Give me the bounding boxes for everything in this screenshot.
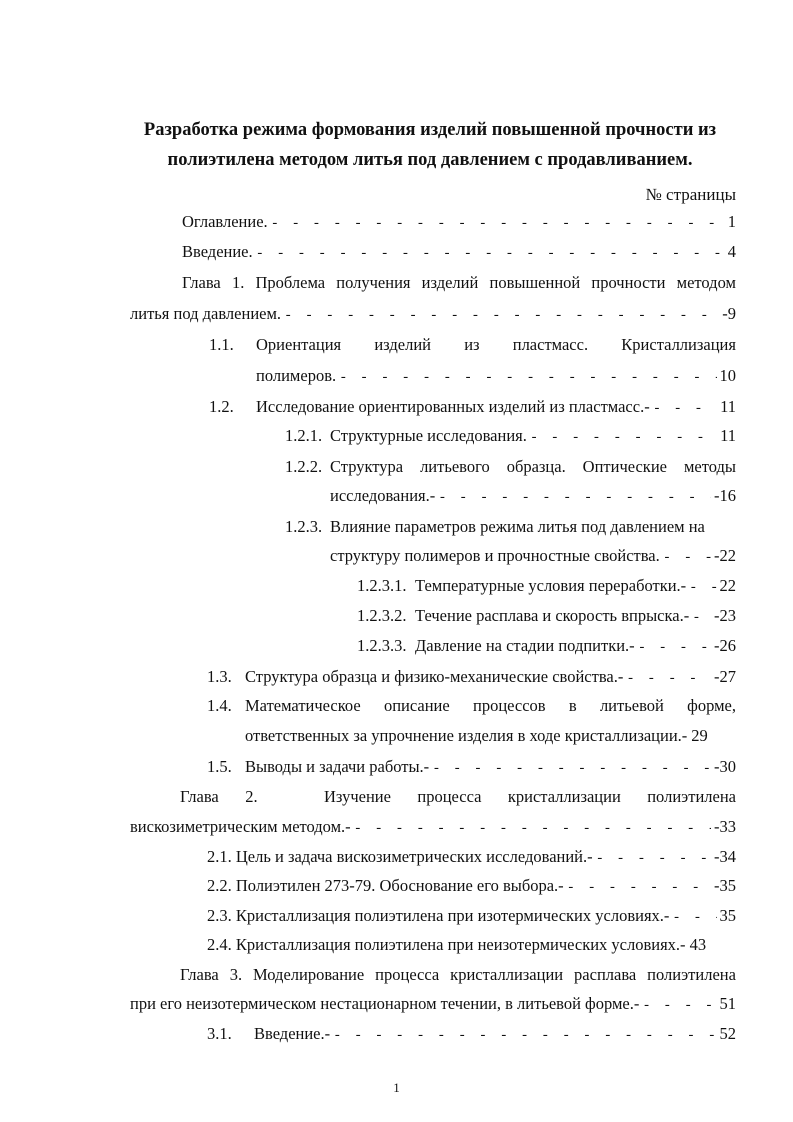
page-column-header: № страницы bbox=[645, 185, 736, 204]
leader-dots bbox=[642, 994, 716, 1018]
leader-dots bbox=[689, 576, 716, 600]
toc-entry-1-4-line2: ответственных за упрочнение изделия в ходе кристаллизации.- 29 bbox=[245, 724, 736, 748]
leader-dots bbox=[596, 847, 711, 871]
toc-entry-1-2-2-line2: исследования.- - - - -16 bbox=[330, 484, 736, 508]
page-ref: 51 bbox=[719, 994, 736, 1013]
toc-entry-1-2-1: 1.2.1. Структурные исследования. - - - 11 bbox=[285, 424, 736, 448]
toc-entry-chapter2-line1: Глава 2. Изучение процесса кристаллизации полиэтилена bbox=[180, 787, 736, 806]
leader-dots bbox=[567, 876, 711, 900]
page-ref: -23 bbox=[714, 606, 736, 625]
toc-entry-3-1: 3.1. Введение.- - - - 52 bbox=[207, 1022, 736, 1046]
toc-entry-1-1-number: 1.1. bbox=[209, 335, 234, 354]
toc-entry-chapter3-line1: Глава 3. Моделирование процесса кристаллизации расплава полиэтилена bbox=[180, 965, 736, 984]
toc-entry-1-1-line2: полимеров. - - - 10 bbox=[256, 364, 736, 388]
page-ref: -33 bbox=[714, 817, 736, 836]
leader-dots bbox=[626, 667, 711, 691]
toc-entry-intro: Введение. - - - 4 bbox=[182, 240, 736, 264]
toc-entry-1-2-3-line1: 1.2.3. Влияние параметров режима литья под давлением на bbox=[285, 517, 705, 536]
page-ref: -30 bbox=[714, 757, 736, 776]
toc-entry-1-2-3-line2: структуру полимеров и прочностные свойства. - - - -22 bbox=[330, 544, 736, 568]
page-ref: -35 bbox=[714, 876, 736, 895]
document-title bbox=[100, 115, 760, 175]
page-ref: 11 bbox=[720, 397, 736, 416]
toc-entry-1-3: 1.3. Структура образца и физико-механические свойства.- - - - -27 bbox=[207, 665, 736, 689]
leader-dots bbox=[653, 397, 717, 421]
page-ref: 43 bbox=[689, 935, 707, 954]
toc-entry-1-2: 1.2. Исследование ориентированных изделий из пластмасс.- - - - 11 bbox=[209, 395, 736, 419]
page-ref: -22 bbox=[714, 546, 736, 565]
toc-entry-chapter2-line2: вискозиметрическим методом.- - - - -33 bbox=[130, 815, 736, 839]
leader-dots bbox=[438, 486, 711, 510]
leader-dots bbox=[432, 757, 711, 781]
toc-entry-1-1-line1: Ориентация изделий из пластмасс. Кристаллизация bbox=[256, 335, 736, 354]
page-ref: 29 bbox=[691, 726, 708, 745]
title-line-1: Разработка режима формования изделий повышенной прочности из bbox=[143, 120, 717, 140]
toc-entry-1-5: 1.5. Выводы и задачи работы.- - - - -30 bbox=[207, 755, 736, 779]
toc-entry-1-2-3-1: 1.2.3.1. Температурные условия переработки.- - - - 22 bbox=[357, 574, 736, 598]
page-ref: -16 bbox=[714, 486, 736, 505]
toc-entry-chapter3-line2: при его неизотермическом нестационарном течении, в литьевой форме.- - - - 51 bbox=[130, 992, 736, 1016]
page-ref: 4 bbox=[727, 242, 736, 261]
title-line-2: полиэтилена методом литья под давлением с продавливанием. bbox=[167, 150, 693, 170]
leader-dots bbox=[339, 366, 716, 390]
page-ref: -26 bbox=[714, 636, 736, 655]
page-ref: 11 bbox=[720, 426, 736, 445]
leader-dots bbox=[663, 546, 711, 570]
leader-dots bbox=[256, 242, 725, 266]
leader-dots bbox=[638, 636, 711, 660]
page-ref: -9 bbox=[722, 304, 736, 323]
page-ref: -27 bbox=[714, 667, 736, 686]
page-ref: -34 bbox=[714, 847, 736, 866]
toc-entry-1-4-number: 1.4. bbox=[207, 696, 232, 715]
leader-dots bbox=[284, 304, 719, 328]
toc-entry-2-2: 2.2. Полиэтилен 273-79. Обоснование его выбора.- - - - -35 bbox=[207, 874, 736, 898]
toc-entry-2-1: 2.1. Цель и задача вискозиметрических исследований.- - - - -34 bbox=[207, 845, 736, 869]
page-number: 1 bbox=[393, 1080, 400, 1095]
toc-entry-2-4: 2.4. Кристаллизация полиэтилена при неизотермических условиях.- 43 bbox=[207, 933, 736, 957]
toc-entry-1-2-3-3: 1.2.3.3. Давление на стадии подпитки.- - - - -26 bbox=[357, 634, 736, 658]
toc-entry-1-2-2-number: 1.2.2. bbox=[285, 457, 323, 476]
page-ref: 1 bbox=[727, 212, 736, 231]
page-ref: 52 bbox=[719, 1024, 736, 1043]
leader-dots bbox=[333, 1024, 716, 1048]
toc-entry-contents: Оглавление. - - - 1 bbox=[182, 210, 736, 234]
toc-entry-chapter1-line1: Глава 1. Проблема получения изделий повышенной прочности методом bbox=[182, 273, 736, 292]
toc-entry-chapter1-line2: литья под давлением. - - - -9 bbox=[130, 302, 736, 326]
toc-entry-2-3: 2.3. Кристаллизация полиэтилена при изотермических условиях.- - - - 35 bbox=[207, 904, 736, 928]
toc-entry-1-2-3-2: 1.2.3.2. Течение расплава и скорость впрыска.- - - - -23 bbox=[357, 604, 736, 628]
page-ref: 22 bbox=[719, 576, 736, 595]
toc-entry-1-4-line1: Математическое описание процессов в литьевой форме, bbox=[245, 696, 736, 715]
leader-dots bbox=[271, 212, 725, 236]
leader-dots bbox=[530, 426, 717, 450]
leader-dots bbox=[692, 606, 711, 630]
page-ref: 35 bbox=[719, 906, 736, 925]
leader-dots bbox=[672, 906, 716, 930]
page-ref: 10 bbox=[719, 366, 736, 385]
toc-entry-1-2-2-line1: Структура литьевого образца. Оптические методы bbox=[330, 457, 736, 476]
leader-dots bbox=[354, 817, 711, 841]
